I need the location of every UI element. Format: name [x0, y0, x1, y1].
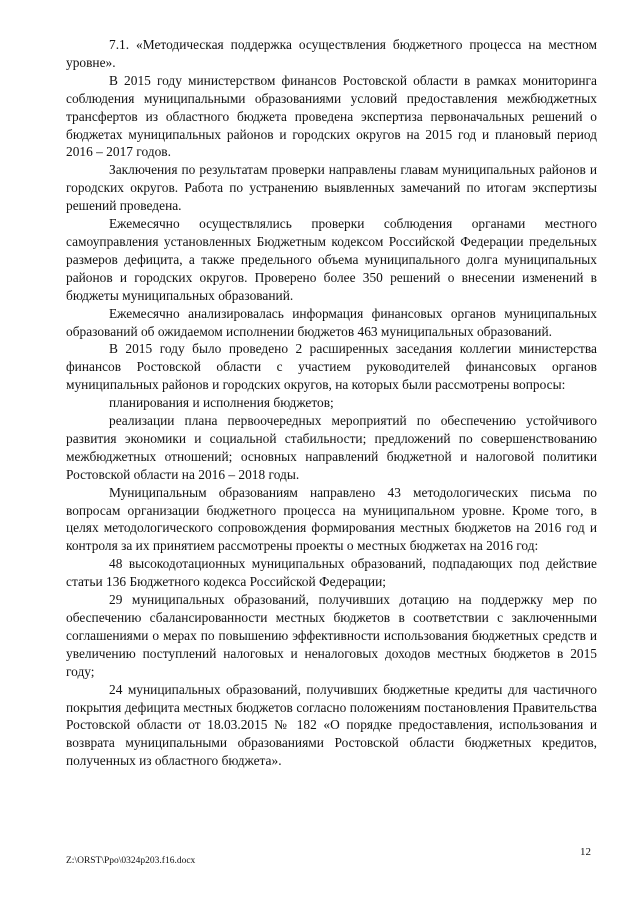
file-path-footer: Z:\ORST\Ppo\0324p203.f16.docx [66, 856, 196, 866]
list-item-paragraph: реализации плана первоочередных мероприятий по обеспечению устойчивого развития экономики и социальной стабильности; предложений по совершенствованию межбюджетных отношений; основных направлений бюджетной и налоговой политики Ростовской области на 2016 – 2018 годы. [66, 413, 597, 482]
body-paragraph: Муниципальным образованиям направлено 43 методологических письма по вопросам организации бюджетного процесса на муниципальном уровне. Кроме того, в целях методологического сопровождения формирования местных бюджетов на 2016 год и контроля за их принятием рассмотрены проекты о местных бюджетах на 2016 год: [66, 484, 597, 554]
list-item-paragraph: 48 высокодотационных муниципальных образований, подпадающих под действие статьи 136 Бюджетного кодекса Российской Федерации; [66, 556, 597, 590]
body-paragraph: Ежемесячно анализировалась информация финансовых органов муниципальных образований об ожидаемом исполнении бюджетов 463 муниципальных образований. [66, 305, 597, 339]
body-paragraph: В 2015 году министерством финансов Ростовской области в рамках мониторинга соблюдения муниципальными образованиями условий предоставления межбюджетных трансфертов из областного бюджета проведена экспертиза первоначальных решений о бюджетах муниципальных районов и городских округов на 2015 год и плановый период 2016 – 2017 годов. [66, 72, 597, 160]
list-item-paragraph: 24 муниципальных образований, получивших бюджетные кредиты для частичного покрытия дефицита местных бюджетов согласно положениям постановления Правительства Ростовской области от 18.03.2015 № 182 «О порядке предоставления, использования и возврата муниципальными образованиями Ростовской области бюджетных кредитов, полученных из областного бюджета». [66, 681, 597, 769]
list-item-paragraph: 29 муниципальных образований, получивших дотацию на поддержку мер по обеспечению сбалансированности местных бюджетов в соответствии с заключенными соглашениями о мерах по повышению эффективности использования бюджетных средств и увеличению поступлений налоговых и неналоговых доходов местных бюджетов в 2015 году; [66, 592, 597, 679]
list-item-paragraph: планирования и исполнения бюджетов; [109, 395, 334, 411]
body-paragraph: В 2015 году было проведено 2 расширенных заседания коллегии министерства финансов Ростовской области с участием руководителей финансовых органов муниципальных районов и городских округов, на которых были рассмотрены вопросы: [66, 341, 597, 393]
body-paragraph: Заключения по результатам проверки направлены главам муниципальных районов и городских округов. Работа по устранению выявленных замечаний по итогам экспертизы решений проведена. [66, 162, 597, 214]
page-number: 12 [580, 846, 591, 858]
section-heading-paragraph: 7.1. «Методическая поддержка осуществления бюджетного процесса на местном уровне». [66, 37, 597, 70]
document-body [66, 36, 597, 770]
body-paragraph: Ежемесячно осуществлялись проверки соблюдения органами местного самоуправления установленных Бюджетным кодексом Российской Федерации предельных размеров дефицита, а также предельного объема муниципального долга муниципальных районов и городских округов. Проверено более 350 решений о внесении изменений в бюджеты муниципальных образований. [66, 216, 597, 303]
